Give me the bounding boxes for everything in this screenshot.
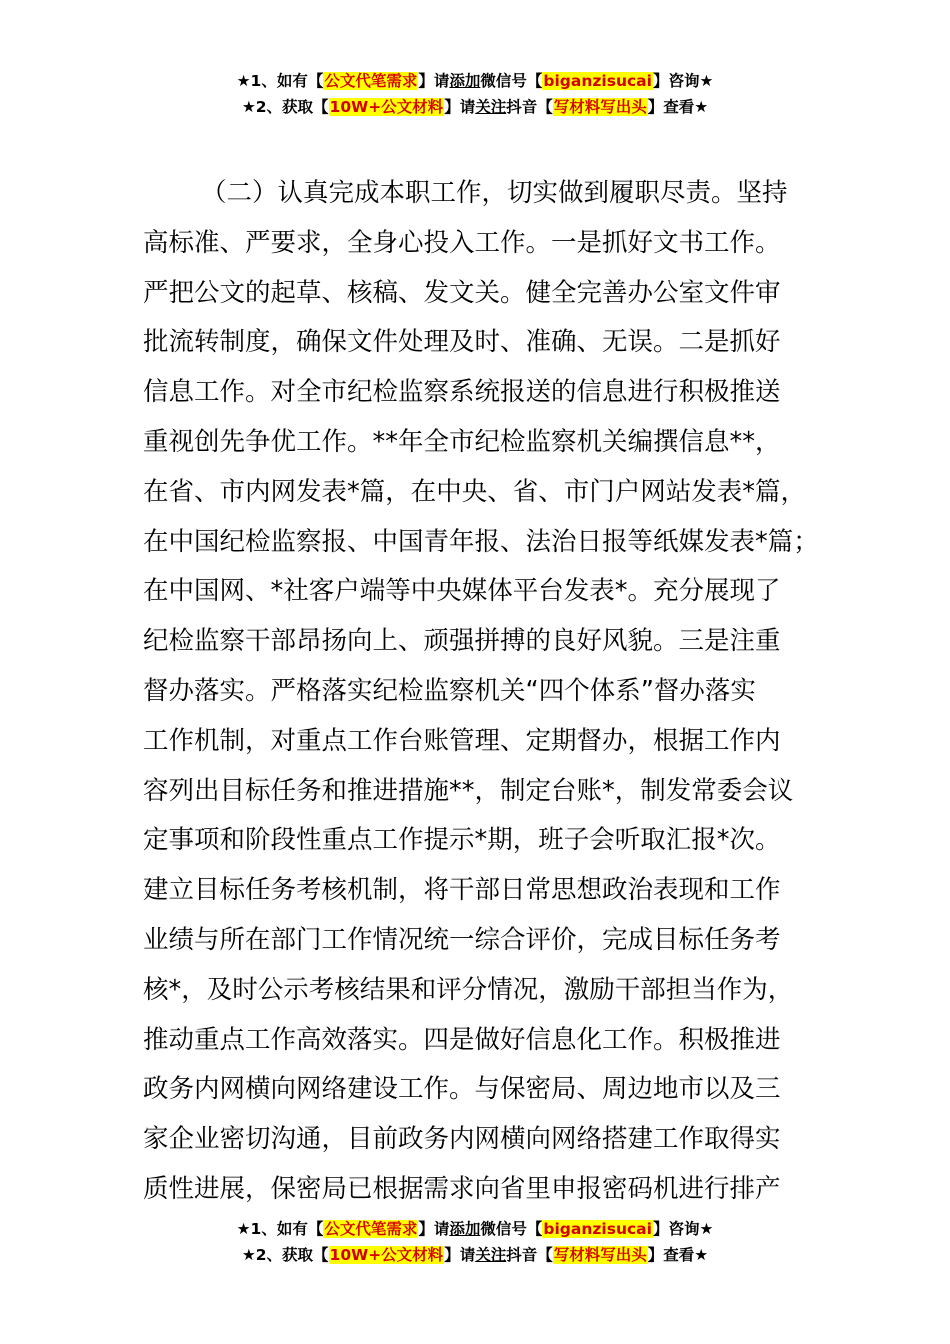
body-line: 政务内网横向网络建设工作。与保密局、周边地市以及三 bbox=[143, 1074, 781, 1105]
body-line: 督办落实。严格落实纪检监察机关“四个体系”督办落实 bbox=[143, 675, 756, 706]
body-line: 家企业密切沟通，目前政务内网横向网络搭建工作取得实 bbox=[143, 1124, 781, 1155]
banner-text: ★2、获取【 bbox=[241, 98, 329, 116]
highlight-text: 公文代笔需求 bbox=[324, 1220, 418, 1238]
underlined-text: 添加 bbox=[449, 72, 481, 90]
body-line: 高标准、严要求，全身心投入工作。一是抓好文书工作。 bbox=[143, 227, 781, 258]
body-line: 在中国纪检监察报、中国青年报、法治日报等纸媒发表*篇； bbox=[143, 526, 819, 557]
body-line: 严把公文的起草、核稿、发文关。健全完善办公室文件审 bbox=[143, 277, 781, 308]
body-line: 定事项和阶段性重点工作提示*期，班子会听取汇报*次。 bbox=[143, 825, 781, 856]
banner-text: 】查看★ bbox=[647, 98, 709, 116]
body-line: 容列出目标任务和推进措施**，制定台账*，制发常委会议 bbox=[143, 775, 794, 806]
body-line: 纪检监察干部昂扬向上、顽强拼搏的良好风貌。三是注重 bbox=[143, 626, 781, 657]
underlined-text: 添加 bbox=[449, 1220, 481, 1238]
body-line: 重视创先争优工作。**年全市纪检监察机关编撰信息**， bbox=[143, 426, 781, 457]
highlight-text: 写材料写出头 bbox=[553, 98, 647, 116]
body-line: 推动重点工作高效落实。四是做好信息化工作。积极推进 bbox=[143, 1024, 781, 1055]
footer-banner bbox=[0, 1216, 950, 1268]
banner-text: 】请 bbox=[418, 72, 450, 90]
body-line: 质性进展，保密局已根据需求向省里申报密码机进行排产 bbox=[143, 1173, 781, 1204]
banner-line-1 bbox=[0, 1216, 950, 1242]
banner-text: 】查看★ bbox=[647, 1246, 709, 1264]
banner-text: 】请 bbox=[444, 1246, 476, 1264]
header-banner bbox=[0, 68, 950, 120]
banner-text: 抖音【 bbox=[506, 1246, 553, 1264]
highlight-text: biganzisucai bbox=[543, 72, 652, 90]
banner-line-1 bbox=[0, 68, 950, 94]
banner-text: 微信号【 bbox=[480, 1220, 543, 1238]
highlight-text: 公文代笔需求 bbox=[324, 72, 418, 90]
banner-text: ★2、获取【 bbox=[241, 1246, 329, 1264]
banner-text: 微信号【 bbox=[480, 72, 543, 90]
underlined-text: 关注 bbox=[475, 1246, 507, 1264]
banner-text: 】咨询★ bbox=[652, 72, 714, 90]
body-line: 工作机制，对重点工作台账管理、定期督办，根据工作内 bbox=[143, 725, 781, 756]
highlight-text: 10W+公文材料 bbox=[329, 98, 444, 116]
banner-text: 】请 bbox=[418, 1220, 450, 1238]
banner-line-2 bbox=[0, 1242, 950, 1268]
body-line: 在省、市内网发表*篇，在中央、省、市门户网站发表*篇， bbox=[143, 476, 807, 507]
banner-text: 】咨询★ bbox=[652, 1220, 714, 1238]
highlight-text: 写材料写出头 bbox=[553, 1246, 647, 1264]
highlight-text: biganzisucai bbox=[543, 1220, 652, 1238]
body-line: 建立目标任务考核机制，将干部日常思想政治表现和工作 bbox=[143, 875, 781, 906]
banner-text: 抖音【 bbox=[506, 98, 553, 116]
banner-text: ★1、如有【 bbox=[236, 72, 324, 90]
body-line: 核*，及时公示考核结果和评分情况，激励干部担当作为， bbox=[143, 974, 794, 1005]
document-body bbox=[143, 169, 833, 1215]
body-line: （二）认真完成本职工作，切实做到履职尽责。坚持 bbox=[201, 178, 788, 208]
highlight-text: 10W+公文材料 bbox=[329, 1246, 444, 1264]
body-line: 业绩与所在部门工作情况统一综合评价，完成目标任务考 bbox=[143, 924, 781, 955]
body-line: 在中国网、*社客户端等中央媒体平台发表*。充分展现了 bbox=[143, 576, 781, 607]
banner-line-2 bbox=[0, 94, 950, 120]
underlined-text: 关注 bbox=[475, 98, 507, 116]
body-line: 信息工作。对全市纪检监察系统报送的信息进行积极推送 bbox=[143, 377, 781, 408]
body-line: 批流转制度，确保文件处理及时、准确、无误。二是抓好 bbox=[143, 327, 781, 358]
banner-text: 】请 bbox=[444, 98, 476, 116]
banner-text: ★1、如有【 bbox=[236, 1220, 324, 1238]
